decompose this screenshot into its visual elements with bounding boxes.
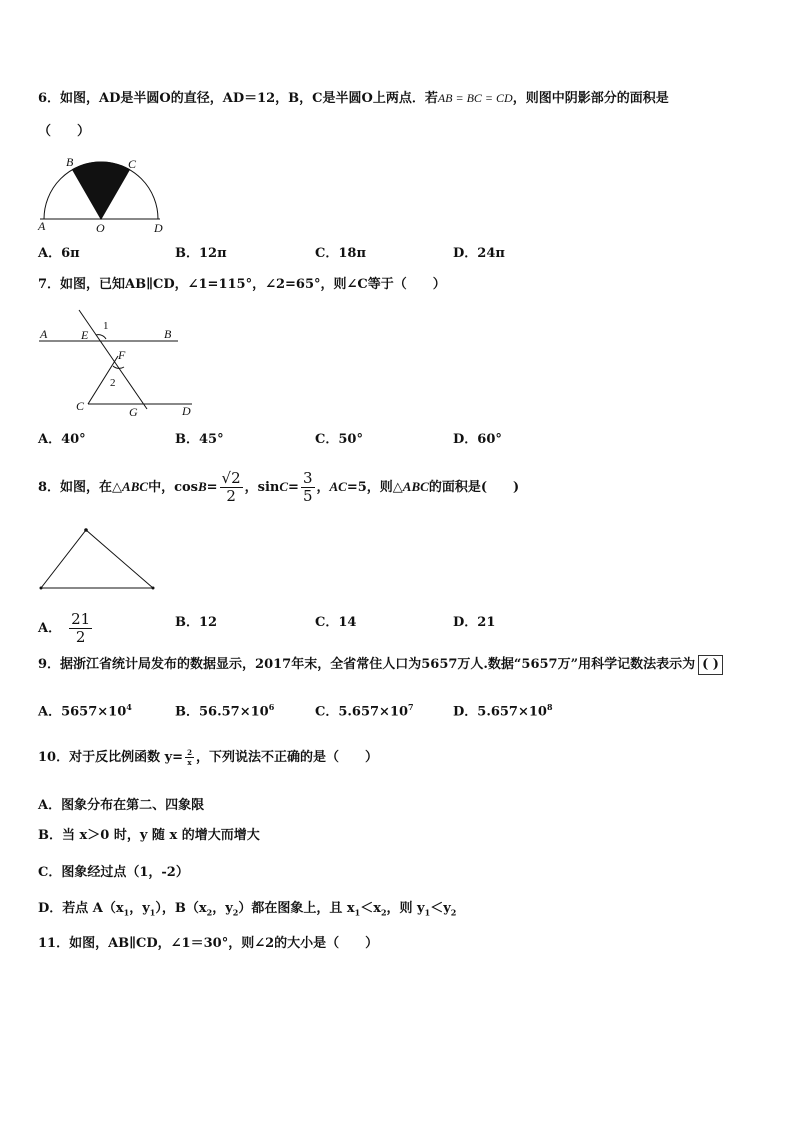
q7-label-a: A <box>40 327 48 341</box>
q10-d-sub-3: 2 <box>206 907 213 918</box>
q8-stem-part1: 8．如图，在△ <box>38 480 123 495</box>
q9-option-d-text: D．5.657×10 <box>453 704 547 720</box>
q7-label-f: F <box>118 348 126 362</box>
q6-blank: （ ） <box>38 124 91 139</box>
q8-angle-c: C <box>279 479 289 494</box>
q10-d-part-d: ，y <box>212 901 233 916</box>
q6-stem-part2: ，则图中阴影部分的面积是 <box>512 91 669 106</box>
q8-sin-text: ，sin <box>244 480 280 495</box>
q6-option-d: D．24π <box>453 246 505 261</box>
q6-option-c: C．18π <box>315 246 366 261</box>
q10-d-sub-7: 1 <box>424 907 431 918</box>
q9-stem-text: 9．据浙江省统计局发布的数据显示，2017年末，全省常住人口为5657万人.数据“5657万”用科学记数法表示为 <box>38 657 696 672</box>
q10-option-c: C．图象经过点（1，-2） <box>38 865 189 880</box>
q8-option-c: C．14 <box>315 615 357 630</box>
q8-option-d: D．21 <box>453 615 496 630</box>
q10-d-part-f: ＜x <box>360 901 381 916</box>
q8-equals-1: = <box>206 480 218 495</box>
q10-d-sub-8: 2 <box>450 907 457 918</box>
q7-label-d: D <box>182 404 191 418</box>
q8-stem-part3: 的面积是( ) <box>428 480 520 495</box>
q8-vertex-b-dot <box>40 587 43 590</box>
q10-option-a: A．图象分布在第二、四象限 <box>38 798 205 813</box>
q8-option-a-denominator: 2 <box>75 628 86 646</box>
q10-stem-part1: 10．对于反比例函数 y= <box>38 750 184 765</box>
q10-stem-part2: ，下列说法不正确的是（ ） <box>195 750 378 765</box>
q6-label-b: B <box>66 155 74 169</box>
q9-option-a-text: A．5657×10 <box>38 704 127 720</box>
q6-option-a: A．6π <box>38 246 80 261</box>
q8-option-a <box>38 612 94 645</box>
q10-d-part-c: ），B（x <box>155 901 207 916</box>
q9-option-b-exp: 6 <box>268 702 275 712</box>
q8-triangle-name-2: ABC <box>402 479 429 494</box>
q8-equals-2: = <box>288 480 299 495</box>
q8-ac-value: =5，则△ <box>346 480 403 495</box>
q6-semicircle-figure <box>34 150 169 235</box>
q6-option-b: B．12π <box>175 246 227 261</box>
q9-option-c-exp: 7 <box>408 702 414 712</box>
q8-cos-numerator: √2 <box>221 469 241 487</box>
q7-label-e: E <box>81 328 89 342</box>
q7-option-d: D．60° <box>453 432 502 447</box>
q8-triangle <box>41 530 153 588</box>
q7-transversal <box>79 310 147 409</box>
q7-label-c: C <box>76 399 85 413</box>
q10-stem <box>38 749 378 767</box>
q8-option-b: B．12 <box>175 615 218 630</box>
q10-d-sub-5: 1 <box>354 907 361 918</box>
q6-shaded-sector <box>73 162 130 219</box>
q8-side-ac: AC <box>329 479 347 494</box>
q9-option-d-exp: 8 <box>546 702 553 712</box>
q7-label-1: 1 <box>103 320 109 332</box>
q10-function-fraction <box>185 749 194 766</box>
q10-d-part-e: ）都在图象上，且 x <box>238 901 355 916</box>
q9-option-c <box>315 698 414 721</box>
q7-parallel-lines-figure <box>34 305 199 420</box>
q6-stem <box>38 89 669 108</box>
q10-d-sub-2: 1 <box>149 907 156 918</box>
q10-d-sub-1: 1 <box>123 907 130 918</box>
q10-d-part-g: ，则 y <box>386 901 425 916</box>
q8-option-a-label: A． <box>38 621 62 636</box>
q8-option-a-fraction <box>69 612 92 645</box>
q10-fraction-denominator: x <box>187 758 192 767</box>
q9-blank: ( ) <box>698 655 723 675</box>
q7-option-b: B．45° <box>175 432 224 447</box>
q9-stem <box>38 655 723 675</box>
q6-label-o: O <box>96 221 105 235</box>
q9-option-b-text: B．56.57×10 <box>175 704 269 720</box>
q8-sin-denominator: 5 <box>302 487 313 505</box>
q8-vertex-c-dot <box>152 587 155 590</box>
q6-label-d: D <box>154 221 163 235</box>
q9-option-a <box>38 698 132 721</box>
q7-option-c: C．50° <box>315 432 363 447</box>
q10-option-b: B．当 x＞0 时，y 随 x 的增大而增大 <box>38 828 260 843</box>
q6-label-c: C <box>128 157 137 171</box>
q8-stem: 8．如图，在△ABC中，cosB= $\frac{√2}{2}$ ，sinC= $\frac{3}{5}$ ，AC=5，则△ABC的面积是( ) <box>38 469 520 505</box>
q6-stem-part1: 6．如图，AD是半圆O的直径，AD＝12，B，C是半圆O上两点．若 <box>38 91 438 106</box>
q10-d-part-b: ，y <box>129 901 150 916</box>
q7-option-a: A．40° <box>38 432 86 447</box>
q8-sin-fraction <box>301 471 315 504</box>
q8-cos-denominator: 2 <box>226 487 236 505</box>
q8-triangle-figure <box>36 524 158 594</box>
q10-d-sub-4: 2 <box>232 907 239 918</box>
q10-d-part-a: D．若点 A（x <box>38 901 124 916</box>
q9-option-c-text: C．5.657×10 <box>315 704 409 720</box>
q10-d-part-h: ＜y <box>430 901 451 916</box>
q10-option-d <box>38 900 456 922</box>
q9-option-d <box>453 698 553 721</box>
q7-label-g: G <box>129 405 138 419</box>
q8-cos-fraction <box>220 471 243 504</box>
q6-arc-expression: AB = BC = CD <box>437 91 513 105</box>
q8-cos-text: 中，cos <box>148 480 198 495</box>
q8-triangle-name: ABC <box>122 479 149 494</box>
q7-stem: 7．如图，已知AB∥CD，∠1=115°，∠2=65°，则∠C等于（ ） <box>38 277 446 292</box>
q8-option-a-numerator: 21 <box>71 610 91 628</box>
q8-angle-b: B <box>197 479 207 494</box>
q11-stem: 11．如图，AB∥CD，∠1＝30°，则∠2的大小是（ ） <box>38 936 379 951</box>
q6-label-a: A <box>38 219 46 233</box>
q8-vertex-a-dot <box>84 528 88 532</box>
q10-fraction-numerator: 2 <box>187 748 192 757</box>
q9-option-a-exp: 4 <box>126 702 132 712</box>
q9-option-b <box>175 698 274 721</box>
q10-d-sub-6: 2 <box>380 907 387 918</box>
q7-label-b: B <box>164 327 172 341</box>
q8-sin-numerator: 3 <box>302 469 313 487</box>
q7-label-2: 2 <box>110 377 116 389</box>
